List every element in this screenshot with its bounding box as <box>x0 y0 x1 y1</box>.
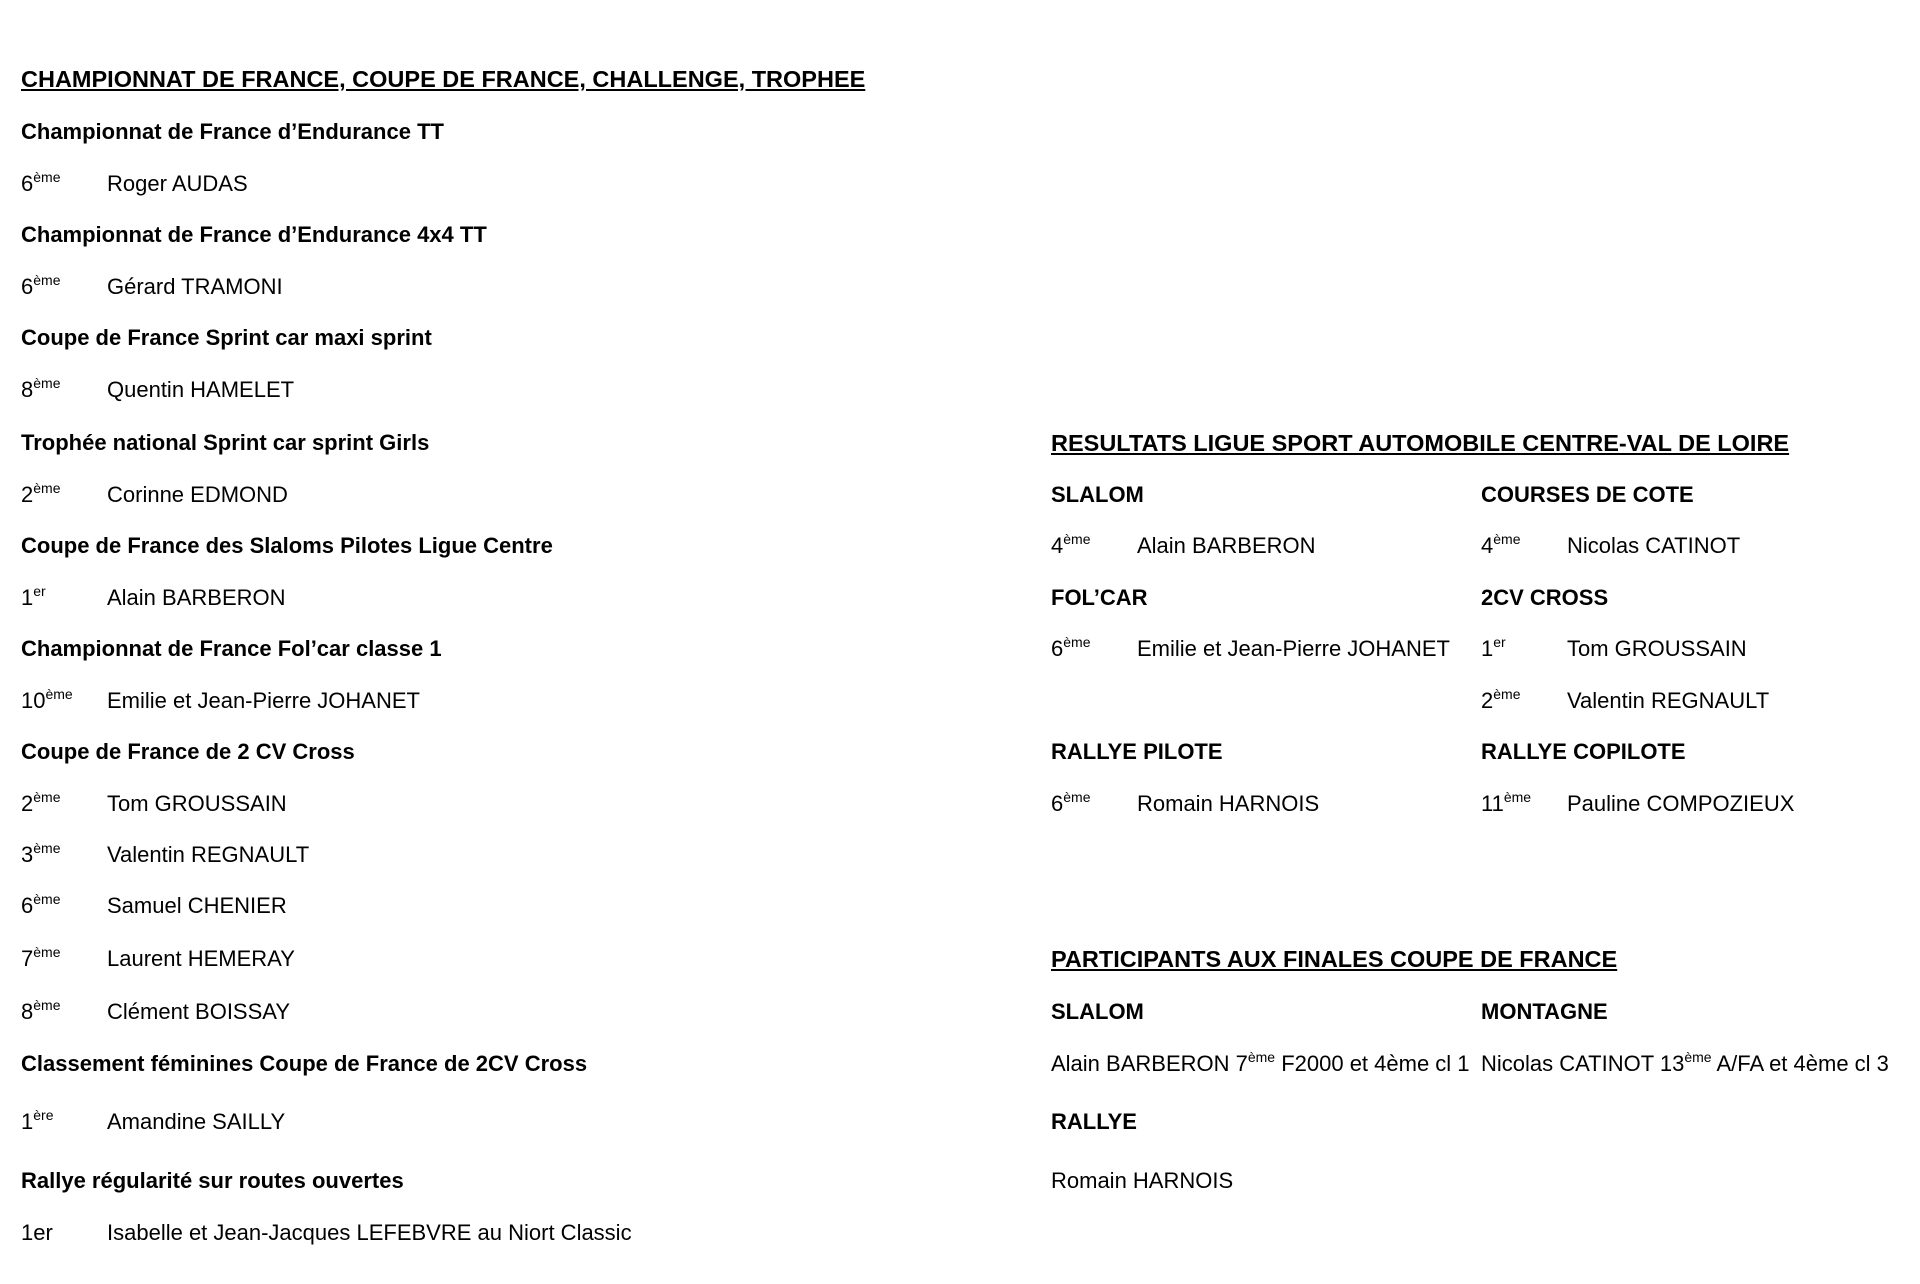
driver-name: Tom GROUSSAIN <box>1567 636 1747 661</box>
rank: 7ème <box>21 944 61 971</box>
driver-name: Corinne EDMOND <box>107 482 288 507</box>
driver-name: Valentin REGNAULT <box>1567 688 1770 713</box>
rank: 1ère <box>21 1107 54 1134</box>
ligue-title: RESULTATS LIGUE SPORT AUTOMOBILE CENTRE-VAL DE LOIRE <box>1051 430 1790 456</box>
ligue-heading-cote: COURSES DE COTE <box>1481 482 1694 507</box>
rank: 2ème <box>21 789 61 816</box>
section-heading-rallye-regularite: Rallye régularité sur routes ouvertes <box>21 1168 404 1193</box>
finales-heading-rallye: RALLYE <box>1051 1109 1137 1134</box>
driver-name: Clément BOISSAY <box>107 999 290 1024</box>
rank: 6ème <box>21 272 61 299</box>
rank: 3ème <box>21 840 61 867</box>
main-title: CHAMPIONNAT DE FRANCE, COUPE DE FRANCE, CHALLENGE, TROPHEE <box>21 66 866 92</box>
ligue-heading-slalom: SLALOM <box>1051 482 1144 507</box>
rank: 8ème <box>21 997 61 1024</box>
rank: 1er <box>21 1220 53 1245</box>
finales-rallye-result: Romain HARNOIS <box>1051 1168 1234 1193</box>
section-heading-sprint-girls: Trophée national Sprint car sprint Girls <box>21 430 430 455</box>
driver-name: Alain BARBERON <box>1137 533 1316 558</box>
section-heading-folcar: Championnat de France Fol’car classe 1 <box>21 636 442 661</box>
rank: 6ème <box>21 891 61 918</box>
driver-name: Alain BARBERON <box>107 585 286 610</box>
finales-montagne-result: Nicolas CATINOT 13ème A/FA et 4ème cl 3 <box>1481 1049 1889 1076</box>
ligue-heading-rallye-copilote: RALLYE COPILOTE <box>1481 739 1686 764</box>
ligue-heading-2cv-cross: 2CV CROSS <box>1481 585 1609 610</box>
section-heading-endurance-tt: Championnat de France d’Endurance TT <box>21 119 444 144</box>
section-heading-endurance-4x4: Championnat de France d’Endurance 4x4 TT <box>21 222 487 247</box>
rank: 4ème <box>1481 531 1521 558</box>
driver-name: Roger AUDAS <box>107 171 248 196</box>
driver-name: Nicolas CATINOT <box>1567 533 1741 558</box>
rank: 6ème <box>21 169 61 196</box>
rank: 2ème <box>21 480 61 507</box>
rank: 11ème <box>1481 789 1532 816</box>
rank: 8ème <box>21 375 61 402</box>
driver-name: Amandine SAILLY <box>107 1109 286 1134</box>
section-heading-2cv-cross: Coupe de France de 2 CV Cross <box>21 739 355 764</box>
driver-name: Isabelle et Jean-Jacques LEFEBVRE au Niort Classic <box>107 1220 632 1245</box>
section-heading-sprint-maxi: Coupe de France Sprint car maxi sprint <box>21 325 432 350</box>
driver-name: Quentin HAMELET <box>107 377 295 402</box>
finales-heading-slalom: SLALOM <box>1051 999 1144 1024</box>
rank: 2ème <box>1481 686 1521 713</box>
rank: 4ème <box>1051 531 1091 558</box>
rank: 6ème <box>1051 789 1091 816</box>
driver-name: Pauline COMPOZIEUX <box>1567 791 1795 816</box>
driver-name: Samuel CHENIER <box>107 893 287 918</box>
section-heading-slaloms: Coupe de France des Slaloms Pilotes Ligue Centre <box>21 533 553 558</box>
ligue-heading-folcar: FOL’CAR <box>1051 585 1148 610</box>
finales-slalom-result: Alain BARBERON 7ème F2000 et 4ème cl 1 <box>1051 1049 1470 1076</box>
finales-title: PARTICIPANTS AUX FINALES COUPE DE FRANCE <box>1051 946 1618 972</box>
driver-name: Romain HARNOIS <box>1137 791 1320 816</box>
driver-name: Emilie et Jean-Pierre JOHANET <box>107 688 420 713</box>
finales-heading-montagne: MONTAGNE <box>1481 999 1608 1024</box>
rank: 6ème <box>1051 634 1091 661</box>
ligue-heading-rallye-pilote: RALLYE PILOTE <box>1051 739 1223 764</box>
driver-name: Emilie et Jean-Pierre JOHANET <box>1137 636 1450 661</box>
driver-name: Laurent HEMERAY <box>107 946 295 971</box>
rank: 1er <box>21 583 46 610</box>
driver-name: Valentin REGNAULT <box>107 842 310 867</box>
section-heading-feminines: Classement féminines Coupe de France de 2CV Cross <box>21 1051 588 1076</box>
rank: 10ème <box>21 686 73 713</box>
driver-name: Tom GROUSSAIN <box>107 791 287 816</box>
driver-name: Gérard TRAMONI <box>107 274 283 299</box>
rank: 1er <box>1481 634 1506 661</box>
